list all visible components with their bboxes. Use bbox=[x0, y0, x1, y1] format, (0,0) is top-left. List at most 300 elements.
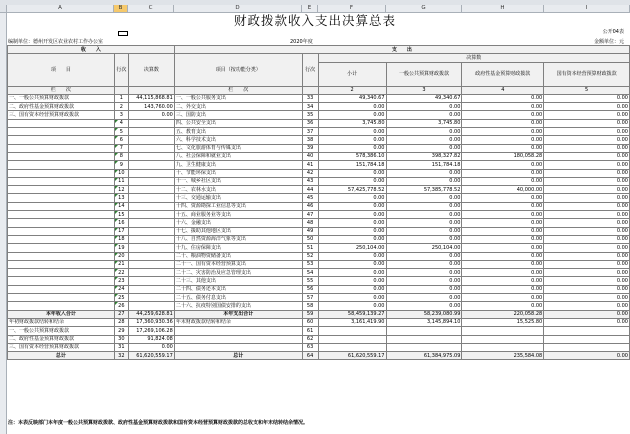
income-line-cell[interactable]: 13 bbox=[114, 194, 128, 202]
income-amount-cell[interactable] bbox=[128, 285, 174, 293]
subtotal-cell[interactable]: 0.00 bbox=[318, 285, 386, 293]
subtotal-cell[interactable]: 0.00 bbox=[318, 252, 386, 260]
gov-fund-cell[interactable]: 235,584.08 bbox=[462, 352, 544, 360]
general-budget-cell[interactable]: 0.00 bbox=[386, 269, 462, 277]
income-item-cell[interactable] bbox=[8, 252, 115, 260]
gov-fund-cell[interactable]: 0.00 bbox=[462, 111, 544, 119]
general-budget-cell[interactable]: 57,385,778.52 bbox=[386, 186, 462, 194]
income-item-cell[interactable] bbox=[8, 119, 115, 127]
gov-fund-cell[interactable]: 0.00 bbox=[462, 260, 544, 268]
income-item-cell[interactable] bbox=[8, 169, 115, 177]
gov-fund-cell[interactable] bbox=[462, 343, 544, 351]
expense-line-cell[interactable]: 64 bbox=[302, 352, 318, 360]
expense-item-cell[interactable]: 二、外交支出 bbox=[174, 103, 302, 111]
income-amount-cell[interactable] bbox=[128, 136, 174, 144]
general-budget-cell[interactable]: 61,384,975.09 bbox=[386, 352, 462, 360]
subtotal-cell[interactable]: 57,425,778.52 bbox=[318, 186, 386, 194]
subtotal-cell[interactable]: 151,784.18 bbox=[318, 161, 386, 169]
expense-line-cell[interactable]: 63 bbox=[302, 343, 318, 351]
state-capital-cell[interactable]: 0.00 bbox=[544, 186, 630, 194]
income-amount-cell[interactable] bbox=[128, 294, 174, 302]
general-budget-cell[interactable] bbox=[386, 335, 462, 343]
select-all-corner[interactable] bbox=[0, 5, 7, 13]
gov-fund-cell[interactable]: 15,525.80 bbox=[462, 318, 544, 326]
subtotal-cell[interactable]: 578,386.10 bbox=[318, 152, 386, 160]
income-amount-cell[interactable]: 17,269,106.28 bbox=[128, 327, 174, 335]
column-header-c[interactable]: C bbox=[128, 5, 174, 13]
subtotal-cell[interactable]: 0.00 bbox=[318, 103, 386, 111]
general-budget-cell[interactable]: 0.00 bbox=[386, 252, 462, 260]
gov-fund-cell[interactable]: 0.00 bbox=[462, 194, 544, 202]
income-line-cell[interactable]: 30 bbox=[114, 335, 128, 343]
expense-line-cell[interactable]: 49 bbox=[302, 227, 318, 235]
gov-fund-cell[interactable]: 0.00 bbox=[462, 177, 544, 185]
general-budget-cell[interactable]: 0.00 bbox=[386, 294, 462, 302]
state-capital-cell[interactable]: 0.00 bbox=[544, 211, 630, 219]
income-amount-cell[interactable] bbox=[128, 227, 174, 235]
income-amount-cell[interactable] bbox=[128, 194, 174, 202]
state-capital-cell[interactable]: 0.00 bbox=[544, 277, 630, 285]
general-budget-cell[interactable]: 0.00 bbox=[386, 144, 462, 152]
income-amount-cell[interactable] bbox=[128, 144, 174, 152]
column-header-h[interactable]: H bbox=[462, 5, 544, 13]
expense-item-cell[interactable]: 十、节能环保支出 bbox=[174, 169, 302, 177]
expense-line-cell[interactable]: 34 bbox=[302, 103, 318, 111]
expense-line-cell[interactable]: 60 bbox=[302, 318, 318, 326]
subtotal-cell[interactable]: 58,459,139.27 bbox=[318, 310, 386, 318]
gov-fund-cell[interactable]: 0.00 bbox=[462, 169, 544, 177]
general-budget-cell[interactable]: 3,145,894.10 bbox=[386, 318, 462, 326]
column-header-i[interactable]: I bbox=[544, 5, 630, 13]
active-cell-cursor[interactable] bbox=[118, 31, 128, 36]
income-line-cell[interactable]: 31 bbox=[114, 343, 128, 351]
income-amount-cell[interactable] bbox=[128, 211, 174, 219]
expense-item-cell[interactable]: 十四、资源勘探工业信息等支出 bbox=[174, 202, 302, 210]
expense-item-cell[interactable]: 七、文化旅游体育与传媒支出 bbox=[174, 144, 302, 152]
income-item-cell[interactable] bbox=[8, 186, 115, 194]
income-amount-cell[interactable] bbox=[128, 119, 174, 127]
state-capital-cell[interactable]: 0.00 bbox=[544, 152, 630, 160]
expense-item-cell[interactable]: 十二、农林水支出 bbox=[174, 186, 302, 194]
state-capital-cell[interactable] bbox=[544, 335, 630, 343]
income-line-cell[interactable]: 27 bbox=[114, 310, 128, 318]
state-capital-cell[interactable] bbox=[544, 327, 630, 335]
expense-line-cell[interactable]: 42 bbox=[302, 169, 318, 177]
income-item-cell[interactable] bbox=[8, 260, 115, 268]
income-item-cell[interactable] bbox=[8, 177, 115, 185]
general-budget-cell[interactable]: 0.00 bbox=[386, 103, 462, 111]
gov-fund-cell[interactable] bbox=[462, 327, 544, 335]
subtotal-cell[interactable]: 250,104.00 bbox=[318, 244, 386, 252]
gov-fund-cell[interactable]: 0.00 bbox=[462, 277, 544, 285]
state-capital-cell[interactable]: 0.00 bbox=[544, 260, 630, 268]
expense-item-cell[interactable]: 二十六、抗疫特别国债安排的支出 bbox=[174, 302, 302, 310]
income-line-cell[interactable]: 16 bbox=[114, 219, 128, 227]
gov-fund-cell[interactable]: 0.00 bbox=[462, 161, 544, 169]
expense-item-cell[interactable]: 二十、粮油物资储备支出 bbox=[174, 252, 302, 260]
subtotal-cell[interactable]: 0.00 bbox=[318, 269, 386, 277]
income-line-cell[interactable]: 18 bbox=[114, 235, 128, 243]
general-budget-cell[interactable]: 250,104.00 bbox=[386, 244, 462, 252]
general-budget-cell[interactable]: 0.00 bbox=[386, 202, 462, 210]
subtotal-cell[interactable]: 0.00 bbox=[318, 144, 386, 152]
gov-fund-cell[interactable]: 180,058.28 bbox=[462, 152, 544, 160]
gov-fund-cell[interactable]: 0.00 bbox=[462, 94, 544, 102]
gov-fund-cell[interactable]: 0.00 bbox=[462, 252, 544, 260]
general-budget-cell[interactable]: 58,239,080.99 bbox=[386, 310, 462, 318]
general-budget-cell[interactable]: 49,340.67 bbox=[386, 94, 462, 102]
income-line-cell[interactable]: 24 bbox=[114, 285, 128, 293]
expense-item-cell[interactable]: 一、一般公共服务支出 bbox=[174, 94, 302, 102]
subtotal-cell[interactable]: 0.00 bbox=[318, 260, 386, 268]
income-line-cell[interactable]: 19 bbox=[114, 244, 128, 252]
subtotal-cell[interactable]: 0.00 bbox=[318, 128, 386, 136]
expense-item-cell[interactable]: 本年支出合计 bbox=[174, 310, 302, 318]
expense-line-cell[interactable]: 46 bbox=[302, 202, 318, 210]
expense-line-cell[interactable]: 51 bbox=[302, 244, 318, 252]
state-capital-cell[interactable]: 0.00 bbox=[544, 252, 630, 260]
income-line-cell[interactable]: 22 bbox=[114, 269, 128, 277]
state-capital-cell[interactable]: 0.00 bbox=[544, 169, 630, 177]
income-item-cell[interactable]: 本年收入合计 bbox=[8, 310, 115, 318]
general-budget-cell[interactable]: 398,327.82 bbox=[386, 152, 462, 160]
expense-line-cell[interactable]: 48 bbox=[302, 219, 318, 227]
expense-line-cell[interactable]: 40 bbox=[302, 152, 318, 160]
expense-line-cell[interactable]: 36 bbox=[302, 119, 318, 127]
expense-line-cell[interactable]: 52 bbox=[302, 252, 318, 260]
expense-item-cell[interactable]: 四、公共安全支出 bbox=[174, 119, 302, 127]
income-amount-cell[interactable] bbox=[128, 269, 174, 277]
expense-item-cell[interactable]: 六、科学技术支出 bbox=[174, 136, 302, 144]
general-budget-cell[interactable]: 0.00 bbox=[386, 235, 462, 243]
subtotal-cell[interactable]: 0.00 bbox=[318, 136, 386, 144]
subtotal-cell[interactable]: 3,745.80 bbox=[318, 119, 386, 127]
general-budget-cell[interactable]: 3,745.80 bbox=[386, 119, 462, 127]
general-budget-cell[interactable]: 0.00 bbox=[386, 128, 462, 136]
expense-line-cell[interactable]: 61 bbox=[302, 327, 318, 335]
general-budget-cell[interactable]: 0.00 bbox=[386, 260, 462, 268]
general-budget-cell[interactable]: 0.00 bbox=[386, 219, 462, 227]
income-amount-cell[interactable] bbox=[128, 235, 174, 243]
income-item-cell[interactable]: 三、国有资本经营预算财政拨款 bbox=[8, 343, 115, 351]
income-amount-cell[interactable] bbox=[128, 302, 174, 310]
state-capital-cell[interactable]: 0.00 bbox=[544, 244, 630, 252]
income-amount-cell[interactable] bbox=[128, 152, 174, 160]
income-line-cell[interactable]: 11 bbox=[114, 177, 128, 185]
income-item-cell[interactable] bbox=[8, 294, 115, 302]
expense-line-cell[interactable]: 38 bbox=[302, 136, 318, 144]
income-line-cell[interactable]: 28 bbox=[114, 318, 128, 326]
income-line-cell[interactable]: 23 bbox=[114, 277, 128, 285]
expense-line-cell[interactable]: 35 bbox=[302, 111, 318, 119]
state-capital-cell[interactable]: 0.00 bbox=[544, 128, 630, 136]
expense-item-cell[interactable]: 总计 bbox=[174, 352, 302, 360]
income-item-cell[interactable] bbox=[8, 152, 115, 160]
income-item-cell[interactable] bbox=[8, 219, 115, 227]
state-capital-cell[interactable]: 0.00 bbox=[544, 161, 630, 169]
expense-line-cell[interactable]: 39 bbox=[302, 144, 318, 152]
state-capital-cell[interactable]: 0.00 bbox=[544, 227, 630, 235]
income-item-cell[interactable] bbox=[8, 161, 115, 169]
income-item-cell[interactable]: 年初财政拨款结转和结余 bbox=[8, 318, 115, 326]
subtotal-cell[interactable]: 0.00 bbox=[318, 294, 386, 302]
column-header-f[interactable]: F bbox=[318, 5, 386, 13]
state-capital-cell[interactable] bbox=[544, 343, 630, 351]
expense-item-cell[interactable]: 十一、城乡社区支出 bbox=[174, 177, 302, 185]
expense-item-cell[interactable]: 年末财政拨款结转和结余 bbox=[174, 318, 302, 326]
state-capital-cell[interactable]: 0.00 bbox=[544, 269, 630, 277]
state-capital-cell[interactable]: 0.00 bbox=[544, 294, 630, 302]
state-capital-cell[interactable]: 0.00 bbox=[544, 318, 630, 326]
expense-item-cell[interactable]: 三、国防支出 bbox=[174, 111, 302, 119]
income-item-cell[interactable]: 一、一般公共预算财政拨款 bbox=[8, 94, 115, 102]
income-line-cell[interactable]: 14 bbox=[114, 202, 128, 210]
income-amount-cell[interactable]: 44,259,628.81 bbox=[128, 310, 174, 318]
gov-fund-cell[interactable]: 0.00 bbox=[462, 235, 544, 243]
gov-fund-cell[interactable]: 220,058.28 bbox=[462, 310, 544, 318]
column-header-a[interactable]: A bbox=[7, 5, 114, 13]
expense-line-cell[interactable]: 62 bbox=[302, 335, 318, 343]
income-line-cell[interactable]: 10 bbox=[114, 169, 128, 177]
state-capital-cell[interactable]: 0.00 bbox=[544, 235, 630, 243]
income-amount-cell[interactable] bbox=[128, 128, 174, 136]
subtotal-cell[interactable]: 0.00 bbox=[318, 169, 386, 177]
expense-item-cell[interactable]: 十九、住房保障支出 bbox=[174, 244, 302, 252]
expense-item-cell[interactable]: 五、教育支出 bbox=[174, 128, 302, 136]
expense-item-cell[interactable]: 二十一、国有资本经营预算支出 bbox=[174, 260, 302, 268]
state-capital-cell[interactable]: 0.00 bbox=[544, 352, 630, 360]
general-budget-cell[interactable]: 0.00 bbox=[386, 177, 462, 185]
column-header-g[interactable]: G bbox=[386, 5, 462, 13]
state-capital-cell[interactable]: 0.00 bbox=[544, 310, 630, 318]
income-line-cell[interactable]: 32 bbox=[114, 352, 128, 360]
income-item-cell[interactable]: 三、国有资本经营预算财政拨款 bbox=[8, 111, 115, 119]
state-capital-cell[interactable]: 0.00 bbox=[544, 119, 630, 127]
expense-item-cell[interactable]: 十七、援助其他地区支出 bbox=[174, 227, 302, 235]
income-line-cell[interactable]: 12 bbox=[114, 186, 128, 194]
gov-fund-cell[interactable]: 40,000.00 bbox=[462, 186, 544, 194]
expense-item-cell[interactable]: 八、社会保障和就业支出 bbox=[174, 152, 302, 160]
state-capital-cell[interactable]: 0.00 bbox=[544, 111, 630, 119]
subtotal-cell[interactable]: 0.00 bbox=[318, 202, 386, 210]
expense-item-cell[interactable] bbox=[174, 343, 302, 351]
subtotal-cell[interactable]: 0.00 bbox=[318, 111, 386, 119]
income-line-cell[interactable]: 7 bbox=[114, 144, 128, 152]
income-line-cell[interactable]: 6 bbox=[114, 136, 128, 144]
income-line-cell[interactable]: 15 bbox=[114, 211, 128, 219]
expense-line-cell[interactable]: 56 bbox=[302, 285, 318, 293]
income-item-cell[interactable] bbox=[8, 235, 115, 243]
subtotal-cell[interactable] bbox=[318, 335, 386, 343]
expense-line-cell[interactable]: 53 bbox=[302, 260, 318, 268]
gov-fund-cell[interactable] bbox=[462, 335, 544, 343]
subtotal-cell[interactable]: 0.00 bbox=[318, 219, 386, 227]
subtotal-cell[interactable] bbox=[318, 327, 386, 335]
income-item-cell[interactable]: 二、政府性基金预算财政拨款 bbox=[8, 335, 115, 343]
gov-fund-cell[interactable]: 0.00 bbox=[462, 227, 544, 235]
subtotal-cell[interactable]: 0.00 bbox=[318, 302, 386, 310]
subtotal-cell[interactable]: 3,161,419.90 bbox=[318, 318, 386, 326]
income-amount-cell[interactable] bbox=[128, 219, 174, 227]
expense-item-cell[interactable]: 十六、金融支出 bbox=[174, 219, 302, 227]
income-amount-cell[interactable] bbox=[128, 252, 174, 260]
general-budget-cell[interactable]: 0.00 bbox=[386, 169, 462, 177]
subtotal-cell[interactable]: 49,340.67 bbox=[318, 94, 386, 102]
column-header-e[interactable]: E bbox=[302, 5, 318, 13]
gov-fund-cell[interactable]: 0.00 bbox=[462, 119, 544, 127]
expense-line-cell[interactable]: 58 bbox=[302, 302, 318, 310]
expense-line-cell[interactable]: 41 bbox=[302, 161, 318, 169]
state-capital-cell[interactable]: 0.00 bbox=[544, 177, 630, 185]
income-item-cell[interactable]: 一、一般公共预算财政拨款 bbox=[8, 327, 115, 335]
state-capital-cell[interactable]: 0.00 bbox=[544, 202, 630, 210]
gov-fund-cell[interactable]: 0.00 bbox=[462, 136, 544, 144]
income-amount-cell[interactable]: 0.00 bbox=[128, 111, 174, 119]
expense-line-cell[interactable]: 45 bbox=[302, 194, 318, 202]
income-amount-cell[interactable] bbox=[128, 169, 174, 177]
gov-fund-cell[interactable]: 0.00 bbox=[462, 128, 544, 136]
income-amount-cell[interactable] bbox=[128, 186, 174, 194]
income-item-cell[interactable] bbox=[8, 128, 115, 136]
income-amount-cell[interactable]: 0.00 bbox=[128, 343, 174, 351]
gov-fund-cell[interactable]: 0.00 bbox=[462, 285, 544, 293]
subtotal-cell[interactable]: 61,620,559.17 bbox=[318, 352, 386, 360]
general-budget-cell[interactable] bbox=[386, 343, 462, 351]
income-amount-cell[interactable] bbox=[128, 177, 174, 185]
general-budget-cell[interactable]: 0.00 bbox=[386, 277, 462, 285]
income-item-cell[interactable] bbox=[8, 244, 115, 252]
income-line-cell[interactable]: 26 bbox=[114, 302, 128, 310]
expense-line-cell[interactable]: 55 bbox=[302, 277, 318, 285]
state-capital-cell[interactable]: 0.00 bbox=[544, 144, 630, 152]
income-amount-cell[interactable] bbox=[128, 202, 174, 210]
subtotal-cell[interactable] bbox=[318, 343, 386, 351]
income-line-cell[interactable]: 17 bbox=[114, 227, 128, 235]
state-capital-cell[interactable]: 0.00 bbox=[544, 219, 630, 227]
general-budget-cell[interactable]: 0.00 bbox=[386, 194, 462, 202]
income-line-cell[interactable]: 29 bbox=[114, 327, 128, 335]
income-line-cell[interactable]: 3 bbox=[114, 111, 128, 119]
income-amount-cell[interactable] bbox=[128, 277, 174, 285]
state-capital-cell[interactable]: 0.00 bbox=[544, 194, 630, 202]
general-budget-cell[interactable]: 0.00 bbox=[386, 136, 462, 144]
expense-line-cell[interactable]: 43 bbox=[302, 177, 318, 185]
column-header-d[interactable]: D bbox=[174, 5, 302, 13]
general-budget-cell[interactable]: 0.00 bbox=[386, 285, 462, 293]
expense-item-cell[interactable]: 二十二、灾害防治及应急管理支出 bbox=[174, 269, 302, 277]
expense-item-cell[interactable]: 二十五、债务付息支出 bbox=[174, 294, 302, 302]
expense-line-cell[interactable]: 57 bbox=[302, 294, 318, 302]
income-item-cell[interactable] bbox=[8, 285, 115, 293]
general-budget-cell[interactable]: 0.00 bbox=[386, 111, 462, 119]
income-amount-cell[interactable]: 143,760.00 bbox=[128, 103, 174, 111]
state-capital-cell[interactable]: 0.00 bbox=[544, 136, 630, 144]
gov-fund-cell[interactable]: 0.00 bbox=[462, 211, 544, 219]
general-budget-cell[interactable]: 0.00 bbox=[386, 302, 462, 310]
income-item-cell[interactable] bbox=[8, 194, 115, 202]
gov-fund-cell[interactable]: 0.00 bbox=[462, 103, 544, 111]
state-capital-cell[interactable]: 0.00 bbox=[544, 302, 630, 310]
column-header-b[interactable]: B bbox=[114, 5, 128, 13]
expense-line-cell[interactable]: 54 bbox=[302, 269, 318, 277]
income-line-cell[interactable]: 8 bbox=[114, 152, 128, 160]
income-item-cell[interactable] bbox=[8, 202, 115, 210]
expense-item-cell[interactable]: 十三、交通运输支出 bbox=[174, 194, 302, 202]
income-item-cell[interactable] bbox=[8, 144, 115, 152]
general-budget-cell[interactable] bbox=[386, 327, 462, 335]
income-amount-cell[interactable] bbox=[128, 244, 174, 252]
income-amount-cell[interactable] bbox=[128, 161, 174, 169]
income-amount-cell[interactable]: 61,620,559.17 bbox=[128, 352, 174, 360]
subtotal-cell[interactable]: 0.00 bbox=[318, 227, 386, 235]
general-budget-cell[interactable]: 0.00 bbox=[386, 211, 462, 219]
gov-fund-cell[interactable]: 0.00 bbox=[462, 269, 544, 277]
gov-fund-cell[interactable]: 0.00 bbox=[462, 302, 544, 310]
income-item-cell[interactable] bbox=[8, 211, 115, 219]
subtotal-cell[interactable]: 0.00 bbox=[318, 194, 386, 202]
income-item-cell[interactable]: 总计 bbox=[8, 352, 115, 360]
income-item-cell[interactable] bbox=[8, 136, 115, 144]
expense-item-cell[interactable]: 二十三、其他支出 bbox=[174, 277, 302, 285]
expense-line-cell[interactable]: 47 bbox=[302, 211, 318, 219]
income-amount-cell[interactable] bbox=[128, 260, 174, 268]
income-amount-cell[interactable]: 44,115,868.81 bbox=[128, 94, 174, 102]
income-line-cell[interactable]: 9 bbox=[114, 161, 128, 169]
state-capital-cell[interactable]: 0.00 bbox=[544, 103, 630, 111]
income-amount-cell[interactable]: 91,824.08 bbox=[128, 335, 174, 343]
expense-line-cell[interactable]: 59 bbox=[302, 310, 318, 318]
expense-item-cell[interactable] bbox=[174, 335, 302, 343]
subtotal-cell[interactable]: 0.00 bbox=[318, 211, 386, 219]
expense-line-cell[interactable]: 37 bbox=[302, 128, 318, 136]
income-line-cell[interactable]: 5 bbox=[114, 128, 128, 136]
subtotal-cell[interactable]: 0.00 bbox=[318, 277, 386, 285]
gov-fund-cell[interactable]: 0.00 bbox=[462, 219, 544, 227]
income-line-cell[interactable]: 2 bbox=[114, 103, 128, 111]
income-line-cell[interactable]: 21 bbox=[114, 260, 128, 268]
expense-line-cell[interactable]: 44 bbox=[302, 186, 318, 194]
row-header-strip[interactable] bbox=[0, 13, 7, 434]
income-item-cell[interactable] bbox=[8, 302, 115, 310]
expense-item-cell[interactable]: 十五、商业服务业等支出 bbox=[174, 211, 302, 219]
state-capital-cell[interactable]: 0.00 bbox=[544, 94, 630, 102]
expense-item-cell[interactable]: 二十四、债务还本支出 bbox=[174, 285, 302, 293]
gov-fund-cell[interactable]: 0.00 bbox=[462, 244, 544, 252]
subtotal-cell[interactable]: 0.00 bbox=[318, 235, 386, 243]
general-budget-cell[interactable]: 0.00 bbox=[386, 227, 462, 235]
income-item-cell[interactable] bbox=[8, 269, 115, 277]
expense-line-cell[interactable]: 50 bbox=[302, 235, 318, 243]
income-line-cell[interactable]: 25 bbox=[114, 294, 128, 302]
income-line-cell[interactable]: 4 bbox=[114, 119, 128, 127]
income-line-cell[interactable]: 1 bbox=[114, 94, 128, 102]
income-item-cell[interactable] bbox=[8, 227, 115, 235]
income-item-cell[interactable]: 二、政府性基金预算财政拨款 bbox=[8, 103, 115, 111]
general-budget-cell[interactable]: 151,784.18 bbox=[386, 161, 462, 169]
gov-fund-cell[interactable]: 0.00 bbox=[462, 144, 544, 152]
subtotal-cell[interactable]: 0.00 bbox=[318, 177, 386, 185]
expense-item-cell[interactable]: 九、卫生健康支出 bbox=[174, 161, 302, 169]
income-item-cell[interactable] bbox=[8, 277, 115, 285]
gov-fund-cell[interactable]: 0.00 bbox=[462, 294, 544, 302]
income-amount-cell[interactable]: 17,360,930.36 bbox=[128, 318, 174, 326]
income-line-cell[interactable]: 20 bbox=[114, 252, 128, 260]
state-capital-cell[interactable]: 0.00 bbox=[544, 285, 630, 293]
gov-fund-cell[interactable]: 0.00 bbox=[462, 202, 544, 210]
expense-line-cell[interactable]: 33 bbox=[302, 94, 318, 102]
expense-item-cell[interactable]: 十八、自然资源海洋气象等支出 bbox=[174, 235, 302, 243]
expense-item-cell[interactable] bbox=[174, 327, 302, 335]
